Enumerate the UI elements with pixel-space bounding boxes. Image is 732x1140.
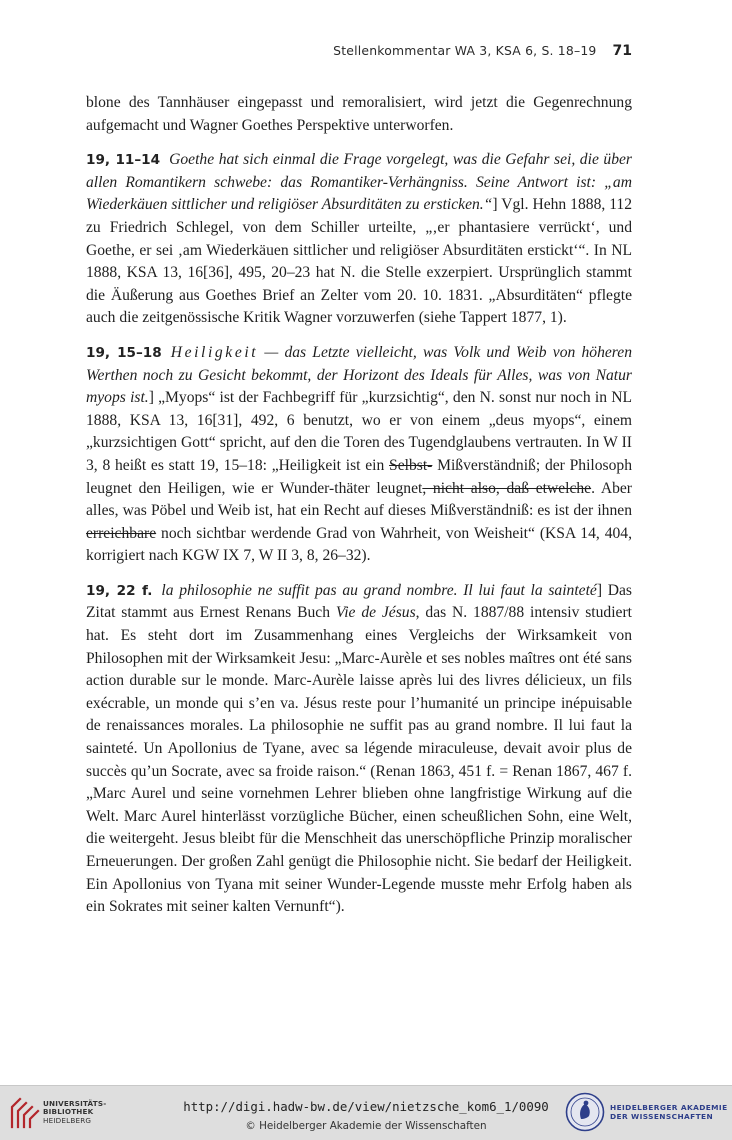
struck-text: erreichbare xyxy=(86,524,157,542)
commentary-text: . Aber alles, was Pöbel und Weib ist, hat ein Recht auf dieses Mißverständniß: es ist der ihnen xyxy=(86,479,633,520)
book-title: Vie de Jésus xyxy=(335,604,416,622)
running-head xyxy=(86,43,632,65)
spaced-lemma-word: Heiligkeit xyxy=(170,343,259,361)
commentary-text: , das N. 1887/88 intensiv studiert hat. Es steht dort im Zusammenhang eines Vergleichs der Wirksamkeit von Philosophen mit der Wirksamkeit Jesu: „Marc-Aurèle et ses nobles maîtres ont été sans action durable sur le monde. Marc-Aurèle laisse après lui des livres délicieux, un fils exécrable, un monde qui s’en va. Jésus reste pour l’humanité un principe inépuisable de renaissances morales. La philosophie ne suffit pas au grand nombre. Il lui faut la sainteté. Un Apollonius de Tyane, avec sa légende miraculeuse, devait avoir plus de succès qu’un Socrate, avec sa froide raison.“ (Renan 1863, 451 f. = Renan 1867, 467 f. „Marc Aurel und seine vornehmen Lehrer blieben ohne langfristige Wirkung auf die Welt. Marc Aurel hinterlässt vorzügliche Bücher, einen scheußlichen Sohn, eine Welt, die weitergeht. Jesus bleibt für die Menschheit das unerschöpfliche Prinzip moralischer Erneuerungen. Der großen Zahl genügt die Philosophie nicht. Sie bedarf der Heiligkeit. Ein Apollonius von Tyana mit seiner Wunder-Legende musste mehr Erfolg haben als ein Sokrates mit seiner kalten Vernunft“). xyxy=(86,604,632,916)
paragraph-continuation: blone des Tannhäuser eingepasst und remoralisiert, wird jetzt die Gegenrechnung aufgemacht und Wagner Goethes Perspektive unterworfen. xyxy=(86,94,632,134)
running-title: Stellenkommentar WA 3, KSA 6, S. 18–19 xyxy=(333,43,597,58)
lemma-reference: 19, 11–14 xyxy=(86,152,161,169)
commentary-entry xyxy=(86,580,632,919)
lemma-quote: — das Letzte vielleicht, was Volk und Weib von höheren Werthen noch zu Gesicht bekommt, der Horizont des Ideals für Alles, was von Natur myops ist. xyxy=(86,343,632,407)
lemma-reference: 19, 15–18 xyxy=(86,344,162,361)
lemma-reference: 19, 22 f. xyxy=(86,582,153,599)
commentary-text: ] „Myops“ ist der Fachbegriff für „kurzsichtig“, den N. sonst nur noch in NL 1888, KSA 13, 16[31], 492, 6 benutzt, wo er von einem „deus myops“, einem „kurzsichtigen Gott“ spricht, auf den die Toren des Tugendglaubens vertrauten. In W II 3, 8 heißt es statt 19, 15–18: „Heiligkeit ist ein xyxy=(86,389,633,474)
commentary-text: ] Vgl. Hehn 1888, 112 zu Friedrich Schlegel, von dem Schiller urteilte, „‚er phantasiere verrückt‘, und Goethe, er sei ‚am Wiederkäuen sittlicher und religiöser Absurditäten erstickt‘“. In NL 1888, KSA 13, 16[36], 495, 20–23 hat N. die Stelle exzerpiert. Ursprünglich stammt die Äußerung aus Goethes Brief an Zelter vom 20. 10. 1831. „Absurditäten“ pflegte auch die zeitgenössische Kritik Wagner vorzuwerfen (siehe Tappert 1877, 1). xyxy=(86,196,633,327)
commentary-body xyxy=(86,92,632,931)
commentary-entry xyxy=(86,342,632,568)
academy-seal-icon[interactable] xyxy=(565,1092,605,1132)
lemma-quote: Goethe hat sich einmal die Frage vorgelegt, was die Gefahr sei, die über allen Romantikern schwebe: das Romantiker-Verhängniss. Seine Antwort ist: „am Wiederkäuen sittlicher und religiöser Absurditäten zu ersticken.“ xyxy=(86,151,632,214)
copyright-notice: © Heidelberger Akademie der Wissenschaften xyxy=(245,1120,487,1132)
academy-name: HEIDELBERGER AKADEMIE DER WISSENSCHAFTEN xyxy=(610,1103,728,1121)
page-number: 71 xyxy=(612,43,632,59)
university-library-name: UNIVERSITÄTS- BIBLIOTHEK HEIDELBERG xyxy=(43,1099,107,1125)
lemma-quote: la philosophie ne suffit pas au grand nombre. Il lui faut la sainteté xyxy=(161,581,597,599)
commentary-text: noch sichtbar werdende Grad von Wahrheit, von Weisheit“ (KSA 14, 404, korrigiert nach KGW IX 7, W II 3, 8, 26–32). xyxy=(86,524,632,565)
commentary-text: Mißverständniß; der Philosoph leugnet den Heiligen, wie er Wunder-thäter leugnet xyxy=(86,456,632,497)
commentary-entry xyxy=(86,149,632,330)
footer-bar xyxy=(0,1085,732,1140)
permalink-url[interactable]: http://digi.hadw-bw.de/view/nietzsche_kom6_1/0090 xyxy=(183,1099,549,1114)
commentary-text: ] Das Zitat stammt aus Ernest Renans Buch xyxy=(86,581,632,622)
struck-text: Selbst- xyxy=(389,456,433,474)
struck-text: , nicht also, daß etwelche xyxy=(422,479,592,497)
